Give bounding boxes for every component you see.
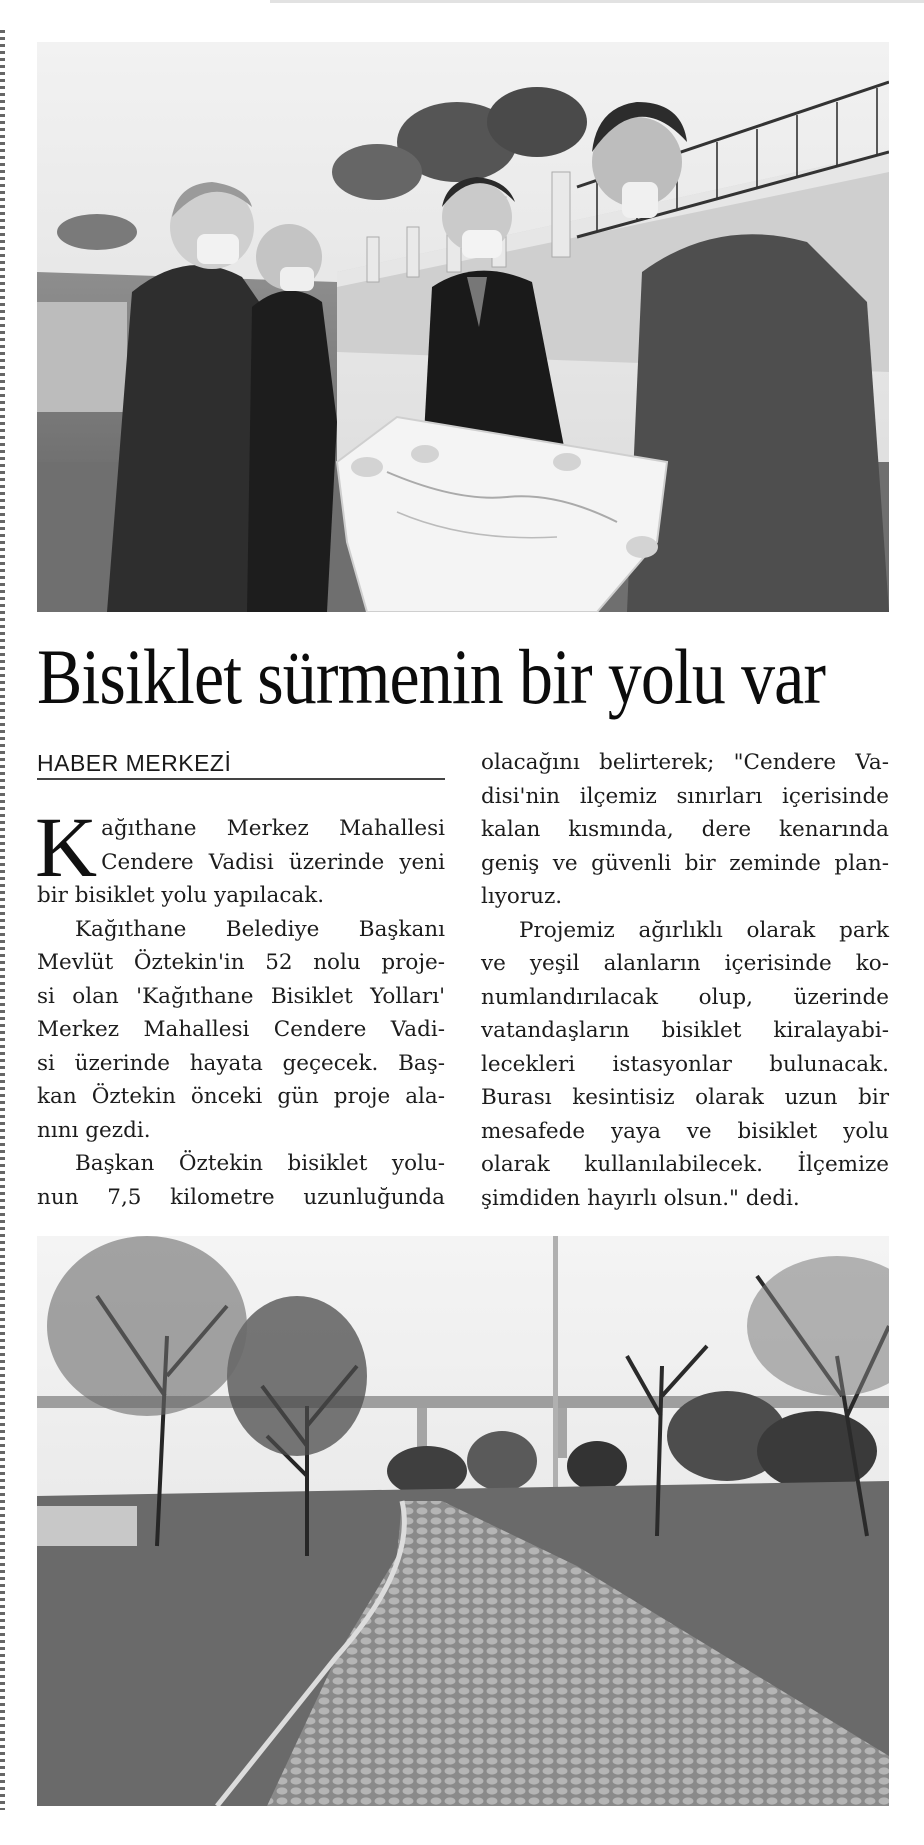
article-line: olacağını belirterek; "Cendere Va-	[481, 750, 889, 775]
photo-officials-reviewing-plan	[37, 42, 889, 612]
article-line: Mevlüt Öztekin'in 52 nolu proje-	[37, 950, 445, 975]
headline: Bisiklet sürmenin bir yolu var	[37, 633, 826, 720]
article-line: numlandırılacak olup, üzerinde	[481, 984, 889, 1010]
article-line: si olan 'Kağıthane Bisiklet Yolları'	[37, 983, 445, 1009]
article-line: Cendere Vadisi üzerinde yeni	[101, 849, 445, 875]
top-rule	[270, 0, 924, 3]
article-line: Merkez Mahallesi Cendere Vadi-	[37, 1017, 445, 1042]
article-column-left	[35, 799, 445, 1214]
article-line: lıyoruz.	[481, 884, 563, 909]
byline: HABER MERKEZİ	[37, 750, 232, 776]
article-line: si üzerinde hayata geçecek. Baş-	[37, 1050, 445, 1076]
article-line: bir bisiklet yolu yapılacak.	[37, 883, 325, 908]
article-line: Burası kesintisiz olarak uzun bir	[481, 1085, 889, 1110]
article-line: nını gezdi.	[37, 1117, 151, 1143]
article-line: Projemiz ağırlıklı olarak park	[519, 917, 889, 943]
article-line: ağıthane Merkez Mahallesi	[101, 816, 445, 841]
article-line: lecekleri istasyonlar bulunacak.	[481, 1051, 889, 1077]
article-column-right	[481, 746, 889, 1215]
article-line: geniş ve güvenli bir zeminde plan-	[481, 850, 889, 876]
article-line: ve yeşil alanların içerisinde ko-	[481, 951, 889, 976]
article-line: kalan kısmında, dere kenarında	[481, 817, 889, 842]
photo-park-graphic	[37, 1236, 889, 1806]
article-line: şimdiden hayırlı olsun." dedi.	[481, 1185, 800, 1211]
article-line: vatandaşların bisiklet kiralayabi-	[481, 1018, 889, 1043]
drop-cap: K	[35, 799, 98, 895]
article-line: disi'nin ilçemiz sınırları içerisinde	[481, 783, 889, 809]
byline-rule	[37, 778, 445, 780]
article-line: mesafede yaya ve bisiklet yolu	[481, 1118, 889, 1144]
page-perforation-edge	[0, 30, 5, 1810]
article-line: Kağıthane Belediye Başkanı	[75, 916, 445, 942]
article-line: olarak kullanılabilecek. İlçemize	[481, 1152, 889, 1177]
article-line: Başkan Öztekin bisiklet yolu-	[75, 1151, 445, 1176]
article-line: nun 7,5 kilometre uzunluğunda	[37, 1184, 445, 1210]
photo-park-cobblestone-path	[37, 1236, 889, 1806]
photo-officials-graphic	[37, 42, 889, 612]
article-line: kan Öztekin önceki gün proje ala-	[37, 1084, 445, 1109]
